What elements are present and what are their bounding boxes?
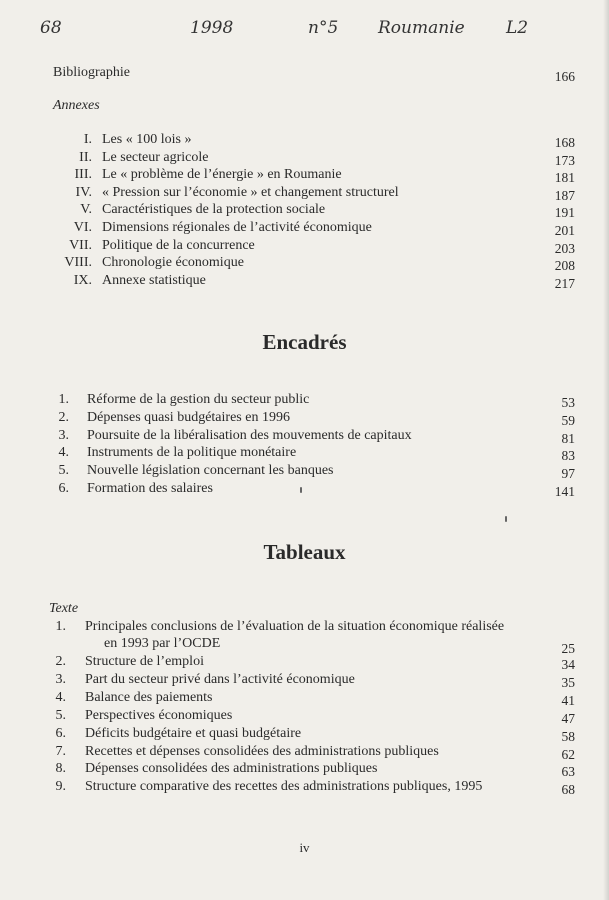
toc-entry-encadre-3 [0,427,609,445]
toc-label: Perspectives économiques [85,707,233,723]
toc-page: 191 [554,205,575,221]
toc-page: 63 [561,764,575,780]
toc-page: 83 [561,448,575,464]
toc-number: 4. [55,689,66,705]
toc-entry-tableau-7 [0,760,609,778]
toc-number: V. [80,202,92,218]
toc-label: Chronologie économique [102,255,244,271]
toc-label: Caractéristiques de la protection sociale [102,202,326,218]
toc-number: IV. [75,184,92,200]
toc-entry-tableau-8 [0,778,609,796]
toc-page: 97 [561,466,575,482]
toc-label: Le secteur agricole [102,149,209,165]
toc-number: IX. [73,272,92,288]
toc-entry-tableau-5 [0,725,609,743]
toc-label: Politique de la concurrence [102,237,255,253]
toc-label: Structure comparative des recettes des administrations publiques, 1995 [85,779,483,795]
toc-page: 173 [554,152,575,168]
toc-number: 2. [55,654,66,669]
toc-entry-tableau-1 [0,618,609,654]
toc-entry-encadre-2 [0,409,609,427]
toc-page: 35 [561,674,575,690]
toc-entry-annexe-7 [0,237,609,255]
toc-label: Instruments de la politique monétaire [87,445,297,461]
toc-number: 3. [58,427,69,443]
toc-entry-annexe-4 [0,184,609,202]
toc-label: Principales conclusions de l’évaluation de la situation économique réalisée [85,619,505,634]
toc-label: Recettes et dépenses consolidées des administrations publiques [85,743,439,759]
toc-page: 58 [561,728,575,744]
toc-page: 41 [561,692,575,708]
toc-page: 187 [554,187,575,203]
toc-label-continued: en 1993 par l’OCDE [104,636,221,651]
toc-page: 141 [554,484,575,499]
toc-entry-encadre-1 [0,391,609,409]
toc-label: Dépenses consolidées des administrations publiques [85,761,378,777]
toc-label: « Pression sur l’économie » et changement structurel [102,184,399,200]
toc-number: 2. [58,409,69,425]
toc-entry-encadre-6 [0,480,609,498]
toc-number: 5. [55,707,66,723]
toc-page: 47 [561,710,575,726]
toc-page: 59 [561,412,575,428]
toc-number: VIII. [64,255,92,271]
toc-page: 166 [554,69,575,84]
handwritten-year: 1998 [190,18,234,38]
toc-entry-tableau-1 [0,653,609,671]
toc-label: Réforme de la gestion du secteur public [87,392,310,407]
toc-entry-tableau-4 [0,707,609,725]
toc-page: 62 [561,746,575,762]
handwritten-code: L2 [506,18,529,38]
toc-number: 7. [55,743,66,759]
toc-entry-annexe-3 [0,166,609,184]
toc-number: 6. [55,725,66,741]
toc-entry-tableau-3 [0,689,609,707]
toc-number: 9. [55,779,66,795]
toc-label: Annexe statistique [102,272,206,288]
toc-entry-annexe-5 [0,201,609,219]
toc-page: 203 [554,240,575,256]
toc-label: Dépenses quasi budgétaires en 1996 [87,409,290,425]
toc-label: Déficits budgétaire et quasi budgétaire [85,725,302,741]
toc-entry-annexe-6 [0,219,609,237]
toc-label: Bibliographie [53,65,130,80]
toc-entry-annexe-8 [0,254,609,272]
toc-label: Dimensions régionales de l’activité économique [102,220,372,235]
toc-entry-encadre-5 [0,462,609,480]
toc-number: 6. [58,481,69,496]
scan-speck [300,487,302,493]
toc-label: Balance des paiements [85,689,213,705]
page-edge-shadow [603,0,609,900]
toc-label: Structure de l’emploi [85,654,204,669]
toc-label: Part du secteur privé dans l’activité économique [85,671,355,687]
toc-page: 208 [554,258,575,274]
toc-page: 81 [561,430,575,446]
toc-page: 168 [554,135,575,150]
toc-entry-tableau-6 [0,743,609,761]
toc-page: 217 [554,275,575,291]
toc-entry-tableau-2 [0,671,609,689]
toc-number: 8. [55,761,66,777]
section-heading-tableaux: Tableaux [263,540,346,564]
toc-entry-annexe-2 [0,149,609,167]
toc-number: VI. [73,220,92,235]
toc-entry-annexe-1 [0,131,609,149]
handwritten-issue: n°5 [308,18,339,38]
toc-page: 25 [561,641,575,656]
toc-entry-bibliography [0,64,609,82]
section-heading-encadres: Encadrés [262,330,347,354]
toc-number: VII. [69,237,92,253]
toc-label: Formation des salaires [87,481,213,496]
handwritten-country: Roumanie [378,18,465,38]
page-folio: iv [299,840,310,855]
toc-entry-encadre-4 [0,444,609,462]
toc-page: 201 [554,223,575,238]
toc-page: 34 [561,657,575,672]
toc-label: Poursuite de la libéralisation des mouvements de capitaux [87,427,412,443]
section-subtitle-annexes: Annexes [53,98,100,113]
toc-label: Le « problème de l’énergie » en Roumanie [102,167,342,183]
scan-speck [505,516,507,522]
toc-number: 3. [55,671,66,687]
toc-label: Nouvelle législation concernant les banques [87,463,334,479]
toc-number: 5. [58,463,69,479]
toc-number: II. [79,149,92,165]
toc-number: 1. [55,619,66,634]
toc-entry-annexe-9 [0,272,609,290]
toc-number: 1. [58,392,69,407]
toc-label: Les « 100 lois » [102,132,192,147]
toc-page: 53 [561,395,575,410]
toc-number: 4. [58,445,69,461]
handwritten-page-ref: 68 [40,18,62,38]
toc-page: 181 [554,170,575,186]
toc-number: III. [74,167,92,183]
toc-page: 68 [561,782,575,798]
toc-number: I. [83,132,92,147]
section-subtitle-texte: Texte [49,601,79,616]
